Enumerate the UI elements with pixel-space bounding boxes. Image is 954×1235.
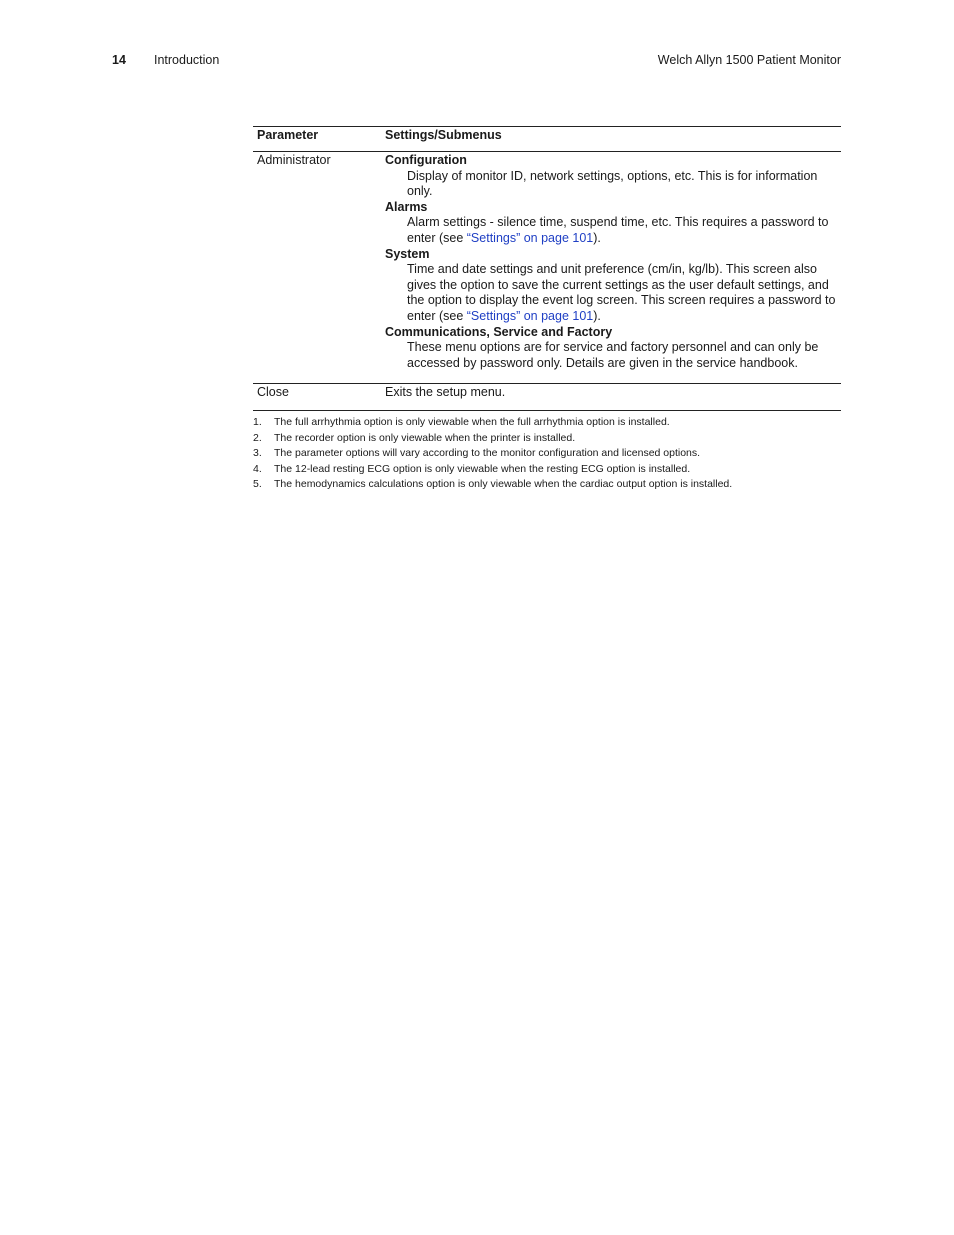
footnote-text: The parameter options will vary according to the monitor configuration and licensed options. — [274, 447, 701, 459]
row-settings: Exits the setup menu. — [385, 385, 506, 400]
footnote-text: The 12-lead resting ECG option is only viewable when the resting ECG option is installed. — [274, 462, 691, 475]
page-number: 14 — [112, 53, 126, 67]
page-header — [112, 53, 841, 71]
footnote — [253, 415, 853, 431]
footnote-text: The hemodynamics calculations option is only viewable when the cardiac output option is installed. — [274, 478, 733, 490]
footnote-number: 4. — [253, 462, 262, 475]
footnote-text: The full arrhythmia option is only viewable when the full arrhythmia option is installed. — [274, 416, 670, 428]
submenu-desc-configuration — [385, 169, 837, 200]
desc-text: Alarm settings - silence time, suspend time, etc. This requires a password to enter (see — [407, 215, 829, 245]
header-settings: Settings/Submenus — [385, 128, 502, 142]
footnote — [253, 477, 853, 493]
row-parameter: Administrator — [257, 153, 331, 167]
header-parameter: Parameter — [257, 128, 319, 142]
footnote — [253, 446, 853, 462]
footnote — [253, 431, 853, 447]
desc-text-end: ). — [593, 230, 601, 245]
setup-menu-table — [253, 126, 841, 411]
submenu-title-communications: Communications, Service and Factory — [385, 324, 613, 339]
table-header-row — [253, 127, 841, 152]
submenu-title-system: System — [385, 246, 430, 261]
section-name: Introduction — [154, 53, 220, 67]
submenu-title-alarms: Alarms — [385, 199, 428, 214]
footnote-number: 3. — [253, 447, 262, 459]
settings-page-link[interactable]: “Settings” on page 101 — [466, 230, 594, 245]
footnote — [253, 462, 853, 478]
submenu-desc-system — [385, 262, 837, 324]
document-title: Welch Allyn 1500 Patient Monitor — [657, 53, 841, 67]
row-submenus — [385, 153, 841, 371]
settings-page-link[interactable]: “Settings” on page 101 — [466, 308, 594, 323]
desc-text-end: ). — [593, 308, 601, 323]
footnote-number: 2. — [253, 431, 262, 444]
desc-text: Display of monitor ID, network settings, options, etc. This is for information only. — [407, 168, 818, 199]
desc-text: These menu options are for service and factory personnel and can only be accessed by password only. Details are given in the service handbook. — [407, 340, 819, 370]
submenu-title-configuration: Configuration — [385, 153, 467, 167]
table-row-close — [253, 384, 841, 410]
footnote-number: 1. — [253, 416, 262, 428]
submenu-desc-alarms — [385, 215, 837, 246]
footnote-number: 5. — [253, 478, 262, 490]
footnotes-list — [253, 415, 853, 493]
footnote-text: The recorder option is only viewable when the printer is installed. — [274, 431, 576, 444]
submenu-desc-communications — [385, 340, 837, 371]
desc-text: Time and date settings and unit preference (cm/in, kg/lb). This screen also gives the option to save the current settings as the user default settings, and the option to display the event log screen. This screen requires a password to enter (see — [407, 262, 836, 323]
row-parameter: Close — [257, 385, 289, 400]
table-row-administrator — [253, 152, 841, 384]
